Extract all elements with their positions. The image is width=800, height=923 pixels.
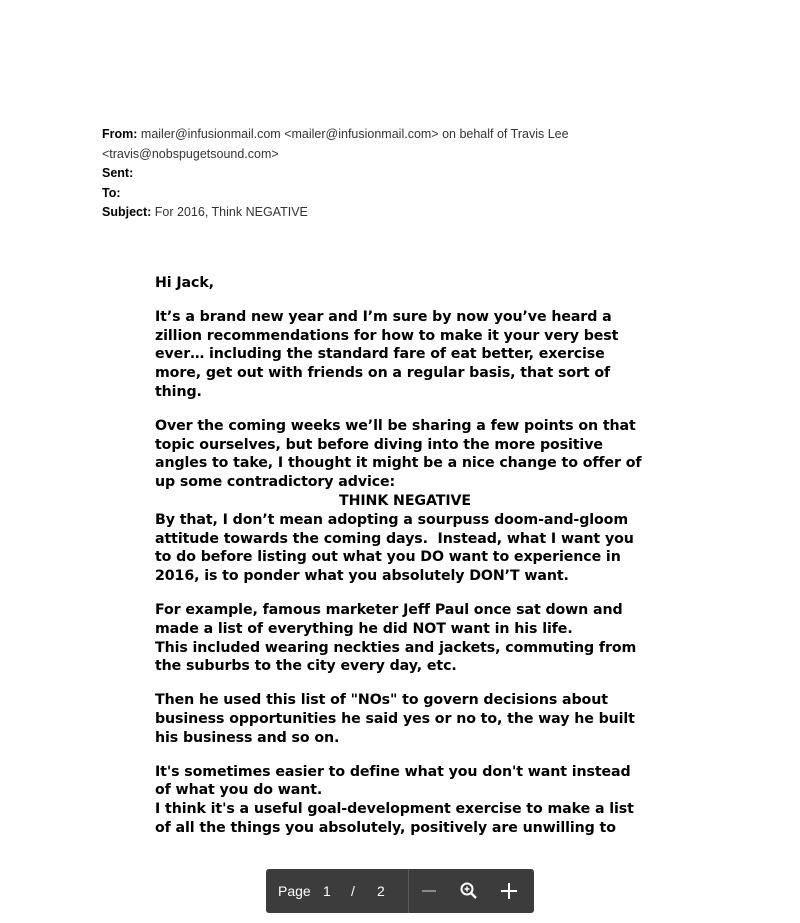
text-line: zillion recommendations for how to make it your very best — [155, 327, 619, 344]
subject-label: Subject: — [102, 205, 152, 219]
text-line: to do before listing out what you DO want to experience in — [155, 549, 621, 566]
text-line: I think it's a useful goal-development exercise to make a list — [155, 801, 634, 818]
text-line: his business and so on. — [155, 729, 340, 746]
sent-label: Sent: — [102, 166, 134, 180]
text-line: attitude towards the coming days. Instead, what I want you — [155, 530, 634, 547]
text-line: Then he used this list of "NOs" to govern decisions about — [155, 692, 608, 709]
page-label: Page — [278, 883, 311, 899]
pdf-toolbar — [266, 869, 534, 913]
paragraph-5 — [155, 691, 655, 747]
text-line: topic ourselves, but before diving into the more positive — [155, 436, 603, 453]
zoom-in-icon — [500, 882, 518, 900]
paragraph-1 — [155, 308, 655, 402]
from-label: From: — [102, 127, 138, 141]
text-line: By that, I don’t mean adopting a sourpuss doom-and-gloom — [155, 511, 629, 528]
text-line: It’s a brand new year and I’m sure by now you’ve heard a — [155, 308, 612, 325]
from-value: mailer@infusionmail.com <mailer@infusionmail.com> on behalf of Travis Lee — [140, 127, 569, 141]
from-value-cont: <travis@nobspugetsound.com> — [102, 146, 279, 161]
page-separator: / — [351, 883, 355, 899]
zoom-fit-icon — [459, 881, 479, 901]
text-line: of all the things you absolutely, positively are unwilling to — [155, 819, 616, 836]
text-line: thing. — [155, 383, 202, 400]
text-line: up some contradictory advice: — [155, 474, 396, 491]
text-line: For example, famous marketer Jeff Paul once sat down and — [155, 601, 623, 618]
paragraph-2 — [155, 417, 655, 492]
total-pages: 2 — [377, 883, 385, 899]
zoom-fit-button[interactable] — [449, 869, 489, 913]
paragraph-4 — [155, 601, 655, 676]
text-line: the suburbs to the city every day, etc. — [155, 658, 457, 675]
text-line: more, get out with friends on a regular basis, that sort of — [155, 365, 611, 382]
greeting: Hi Jack, — [155, 275, 214, 291]
text-line: Over the coming weeks we’ll be sharing a few points on that — [155, 417, 636, 434]
email-header — [102, 125, 662, 223]
to-label: To: — [102, 185, 121, 200]
zoom-in-button[interactable] — [489, 869, 529, 913]
text-line: angles to take, I thought it might be a nice change to offer of — [155, 455, 642, 472]
subject-line — [102, 203, 662, 223]
text-line: This included wearing neckties and jackets, commuting from — [155, 639, 637, 656]
zoom-out-icon — [421, 883, 437, 899]
subject-value: For 2016, Think NEGATIVE — [154, 205, 308, 219]
paragraph-6 — [155, 763, 655, 838]
text-line: made a list of everything he did NOT want in his life. — [155, 620, 573, 637]
text-line: It's sometimes easier to define what you don't want instead — [155, 763, 631, 780]
text-line: ever… including the standard fare of eat better, exercise — [155, 346, 605, 363]
from-line — [102, 125, 662, 145]
paragraph-3 — [155, 511, 655, 586]
email-body — [155, 274, 655, 838]
page-indicator — [266, 869, 409, 913]
text-line: of what you do want. — [155, 782, 323, 799]
think-negative-heading: THINK NEGATIVE — [339, 492, 471, 509]
zoom-out-button[interactable] — [409, 869, 449, 913]
text-line: 2016, is to ponder what you absolutely DON’T want. — [155, 568, 569, 585]
text-line: business opportunities he said yes or no to, the way he built — [155, 710, 635, 727]
current-page-input[interactable]: 1 — [323, 883, 331, 899]
